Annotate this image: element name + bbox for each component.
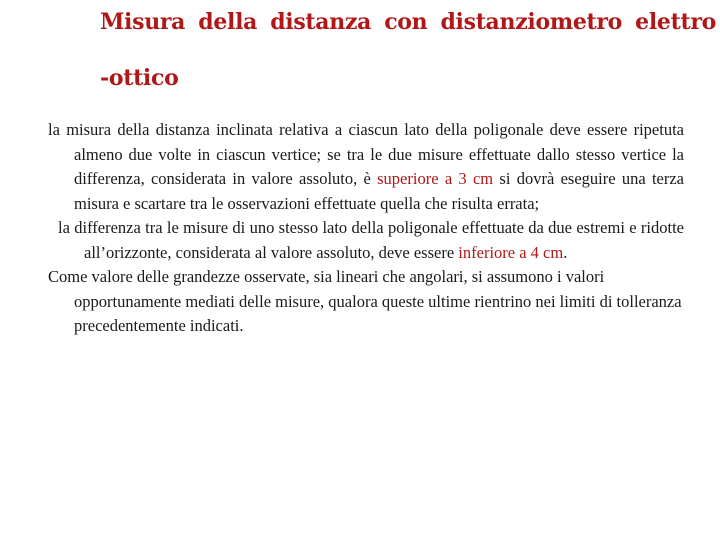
slide-title-line-1: Misura della distanza con distanziometro elettro — [100, 9, 716, 35]
paragraph-text: Come valore delle grandezze osservate, sia lineari che angolari, si assumono i valori opportunamente mediati delle misure, qualora queste ultime rientrino nei limiti di tolleranza precedentemente indicati. — [48, 267, 682, 335]
paragraph-text: si dovrà eseguire una terza misura e scartare tra le osservazioni effettuate quella che risulta errata; — [74, 169, 684, 213]
tolerance-highlight: inferiore a 4 cm — [458, 242, 564, 262]
tolerance-highlight: superiore a 3 cm — [377, 169, 494, 188]
paragraph-side-difference — [58, 216, 684, 265]
slide-body — [48, 118, 684, 339]
paragraph-text: la misura della distanza inclinata relativa a ciascun lato della poligonale deve essere ripetuta almeno due volte in ciascun vertice; se tra le due misure effettuate dallo stesso vertice la differenza, considerata in valore assoluto, è — [48, 120, 684, 188]
paragraph-repeat-measure — [48, 118, 684, 216]
paragraph-averaged-values — [48, 265, 684, 339]
slide-title-line-2: -ottico — [100, 65, 179, 91]
slide-title — [100, 0, 716, 106]
paragraph-text: . — [563, 242, 568, 262]
paragraph-text: la differenza tra le misure di uno stesso lato della poligonale effettuate da due estremi e ridotte all’orizzonte, considerata al valore assoluto, deve essere — [58, 218, 684, 262]
